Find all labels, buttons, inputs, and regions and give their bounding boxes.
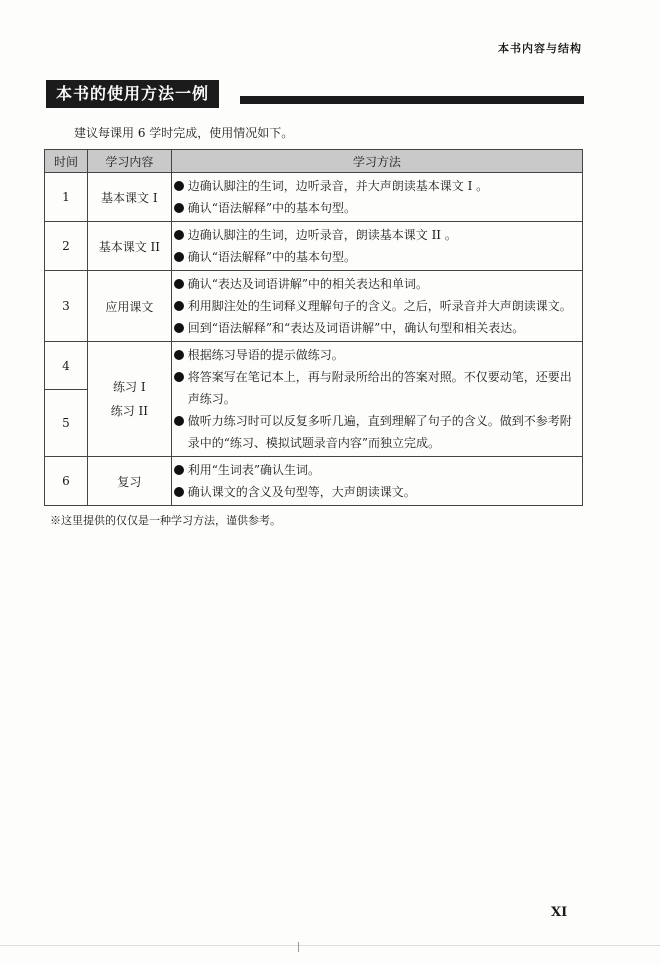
bullet-icon	[174, 323, 184, 333]
method-text: 边确认脚注的生词，边听录音，朗读基本课文 II 。	[187, 228, 457, 242]
method-item	[174, 481, 576, 503]
method-text: 确认“表达及词语讲解”中的相关表达和单词。	[187, 277, 429, 291]
content-cell	[87, 342, 171, 457]
content-cell: 基本课文 I	[87, 173, 171, 222]
method-item	[174, 175, 576, 197]
method-cell	[171, 271, 582, 342]
method-item	[174, 366, 576, 410]
time-cell: 6	[45, 457, 88, 506]
page-number: XI	[551, 905, 568, 920]
header-time: 时间	[45, 150, 88, 173]
table-header-row	[45, 150, 583, 173]
title-rule	[240, 96, 584, 104]
time-cell: 1	[45, 173, 88, 222]
content-cell: 复习	[87, 457, 171, 506]
table-row	[45, 271, 583, 342]
bullet-icon	[174, 350, 184, 360]
time-cell: 5	[45, 390, 88, 457]
method-item	[174, 246, 576, 268]
method-item	[174, 410, 576, 454]
bullet-icon	[174, 465, 184, 475]
bullet-icon	[174, 416, 184, 426]
method-text: 利用“生词表”确认生词。	[187, 463, 321, 477]
method-text: 边确认脚注的生词，边听录音，并大声朗读基本课文 I 。	[187, 179, 489, 193]
table-row	[45, 222, 583, 271]
bottom-tick	[298, 942, 299, 952]
method-cell	[171, 342, 582, 457]
time-cell: 3	[45, 271, 88, 342]
method-item	[174, 317, 576, 339]
method-text: 确认“语法解释”中的基本句型。	[187, 250, 357, 264]
bullet-icon	[174, 252, 184, 262]
content-cell: 应用课文	[87, 271, 171, 342]
time-cell: 4	[45, 342, 88, 390]
method-cell	[171, 222, 582, 271]
method-cell	[171, 457, 582, 506]
intro-text: 建议每课用 6 学时完成，使用情况如下。	[74, 126, 294, 140]
header-method: 学习方法	[171, 150, 582, 173]
running-header: 本书内容与结构	[498, 42, 582, 55]
bullet-icon	[174, 203, 184, 213]
content-line: 练习 I	[113, 380, 146, 394]
method-item	[174, 224, 576, 246]
method-text: 将答案写在笔记本上，再与附录所给出的答案对照。不仅要动笔，还要出声练习。	[187, 370, 572, 406]
usage-table	[44, 149, 583, 506]
bullet-icon	[174, 372, 184, 382]
bullet-icon	[174, 301, 184, 311]
table-row	[45, 173, 583, 222]
bullet-icon	[174, 181, 184, 191]
content-cell: 基本课文 II	[87, 222, 171, 271]
header-content: 学习内容	[87, 150, 171, 173]
footnote: ※这里提供的仅仅是一种学习方法，谨供参考。	[50, 514, 281, 527]
method-text: 回到“语法解释”和“表达及词语讲解”中，确认句型和相关表达。	[187, 321, 525, 335]
method-text: 确认课文的含义及句型等，大声朗读课文。	[187, 485, 416, 499]
method-cell	[171, 173, 582, 222]
method-text: 根据练习导语的提示做练习。	[187, 348, 344, 362]
method-item	[174, 197, 576, 219]
method-item	[174, 273, 576, 295]
time-cell: 2	[45, 222, 88, 271]
method-text: 确认“语法解释”中的基本句型。	[187, 201, 357, 215]
table-row	[45, 457, 583, 506]
bullet-icon	[174, 487, 184, 497]
method-item	[174, 344, 576, 366]
content-line: 练习 II	[110, 404, 148, 418]
bottom-rule	[0, 945, 660, 946]
method-item	[174, 295, 576, 317]
page-title: 本书的使用方法一例	[46, 80, 219, 108]
bullet-icon	[174, 230, 184, 240]
method-item	[174, 459, 576, 481]
method-text: 做听力练习时可以反复多听几遍，直到理解了句子的含义。做到不参考附录中的“练习、模拟试题录音内容”而独立完成。	[187, 414, 572, 450]
table-row	[45, 342, 583, 390]
method-text: 利用脚注处的生词释义理解句子的含义。之后，听录音并大声朗读课文。	[187, 299, 572, 313]
bullet-icon	[174, 279, 184, 289]
